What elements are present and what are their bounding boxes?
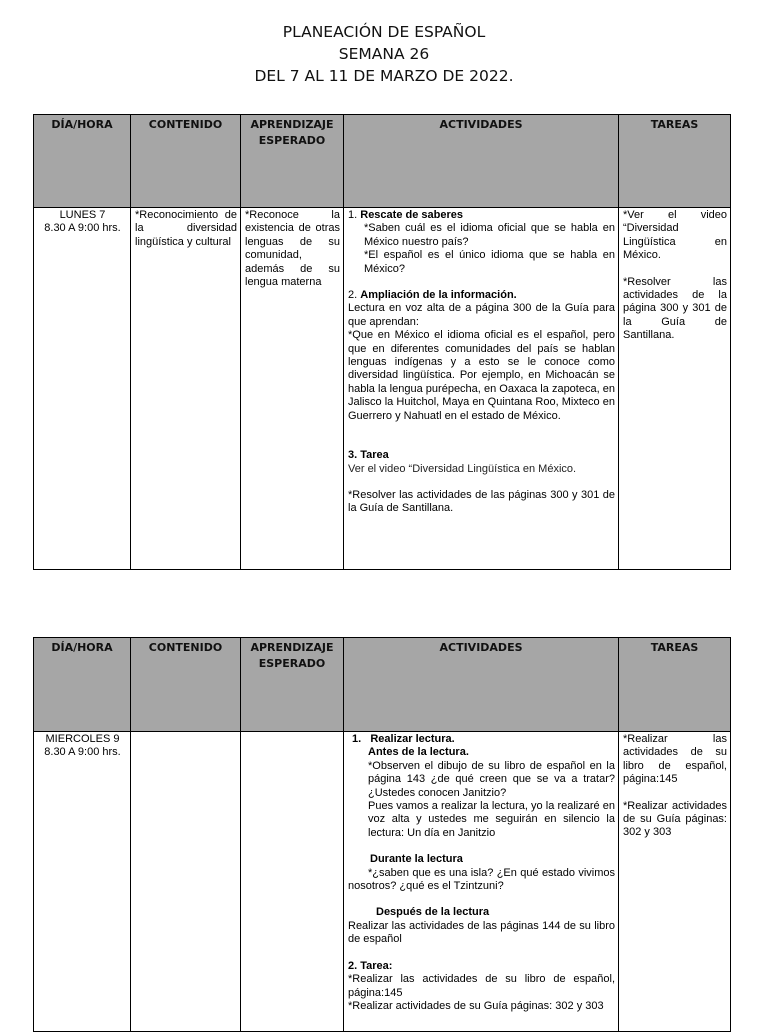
- table-row: [34, 208, 731, 570]
- header-contenido: CONTENIDO: [131, 115, 241, 208]
- activity-2-heading: 2. Ampliación de la información.: [348, 289, 517, 302]
- title-line-1: PLANEACIÓN DE ESPAÑOL: [282, 23, 486, 41]
- aprendizaje-text: *Reconoce la existencia de otras lenguas de su comunidad, además de su lengua materna: [245, 209, 340, 289]
- cell-tareas: [619, 732, 731, 1032]
- day-label: LUNES 7: [59, 209, 106, 221]
- tarea-1: *Ver el video “Diversidad Lingüística en México.: [623, 209, 727, 262]
- cell-contenido: [131, 732, 241, 1032]
- day-label: MIERCOLES 9: [45, 733, 120, 745]
- cell-tareas: [619, 208, 731, 570]
- header-tareas: TAREAS: [619, 638, 731, 732]
- cell-aprendizaje: [241, 732, 344, 1032]
- tarea-heading: 2. Tarea:: [348, 959, 393, 972]
- header-aprendizaje: APRENDIZAJE ESPERADO: [241, 115, 344, 208]
- antes-lectura-paragraph-2: Pues vamos a realizar la lectura, yo la realizaré en voz alta y ustedes me seguirán en silencio la lectura: Un día en Janitzio: [368, 800, 615, 839]
- tarea-paragraph-2: *Realizar actividades de su Guía páginas: 302 y 303: [348, 999, 604, 1012]
- activity-3-paragraph-1: Ver el video “Diversidad Lingüística en México.: [348, 462, 577, 475]
- tarea-paragraph-1: *Realizar las actividades de su libro de español, página:145: [348, 973, 615, 999]
- table-header-row: [34, 638, 731, 732]
- header-dia-hora: DÍA/HORA: [34, 115, 131, 208]
- cell-actividades: [344, 732, 619, 1032]
- tarea-2: *Realizar actividades de su Guía páginas: 302 y 303: [623, 799, 727, 839]
- header-aprendizaje: APRENDIZAJE ESPERADO: [241, 638, 344, 732]
- durante-lectura-heading: Durante la lectura: [370, 853, 463, 866]
- activity-2-paragraph-1: Lectura en voz alta de a página 300 de la Guía para que aprendan:: [348, 302, 615, 328]
- durante-lectura-paragraph: *¿saben que es una isla? ¿En qué estado vivimos nosotros? ¿qué es el Tzintzuni?: [348, 866, 615, 893]
- header-actividades: ACTIVIDADES: [344, 638, 619, 732]
- table-row: [34, 732, 731, 1032]
- despues-lectura-paragraph: Realizar las actividades de las páginas 144 de su libro de español: [348, 919, 615, 946]
- header-dia-hora: DÍA/HORA: [34, 638, 131, 732]
- activity-1-question-2: *El español es el único idioma que se habla en México?: [364, 249, 615, 275]
- time-label: 8.30 A 9:00 hrs.: [44, 746, 121, 759]
- cell-dia-hora: [34, 732, 131, 1032]
- time-label: 8.30 A 9:00 hrs.: [44, 222, 121, 235]
- header-tareas: TAREAS: [619, 115, 731, 208]
- header-contenido: CONTENIDO: [131, 638, 241, 732]
- document-title: [0, 21, 768, 87]
- activity-1-heading: 1. Rescate de saberes: [348, 209, 463, 221]
- activity-1-heading: 1. Realizar lectura.: [352, 733, 455, 745]
- header-actividades: ACTIVIDADES: [344, 115, 619, 208]
- tarea-1: *Realizar las actividades de su libro de español, página:145: [623, 733, 727, 786]
- title-line-2: SEMANA 26: [338, 45, 430, 63]
- table-header-row: [34, 115, 731, 208]
- antes-lectura-paragraph-1: *Observen el dibujo de su libro de español en la página 143 ¿de qué creen que se va a tratar? ¿Ustedes conocen Janitzio?: [368, 759, 615, 799]
- cell-aprendizaje: [241, 208, 344, 570]
- activity-2-paragraph-2: *Que en México el idioma oficial es el español, pero que en diferentes comunidades del país se hablan lenguas indígenas y a esto se le conoce como diversidad lingüística. Por ejemplo, en Michoacán se habla la lengua purépecha, en Oaxaca la zapoteca, en Jalisco la Huitchol, Maya en Quintana Roo, Mixteco en Guerrero y Nahuatl en el estado de México.: [348, 329, 615, 422]
- cell-actividades: [344, 208, 619, 570]
- cell-dia-hora: [34, 208, 131, 570]
- plan-table-miercoles: [33, 637, 731, 1032]
- cell-contenido: [131, 208, 241, 570]
- tarea-2: *Resolver las actividades de la página 300 y 301 de la Guía de Santillana.: [623, 275, 727, 342]
- plan-table-lunes: [33, 114, 731, 570]
- title-line-3: DEL 7 AL 11 DE MARZO DE 2022.: [254, 67, 514, 85]
- activity-3-heading: 3. Tarea: [348, 449, 389, 462]
- despues-lectura-heading: Después de la lectura: [376, 906, 490, 919]
- antes-lectura-heading: Antes de la lectura.: [368, 746, 469, 759]
- activity-3-paragraph-2: *Resolver las actividades de las páginas 300 y 301 de la Guía de Santillana.: [348, 488, 615, 515]
- contenido-text: *Reconocimiento de la diversidad lingüística y cultural: [135, 209, 237, 248]
- activity-1-question-1: *Saben cuál es el idioma oficial que se habla en México nuestro país?: [364, 222, 615, 248]
